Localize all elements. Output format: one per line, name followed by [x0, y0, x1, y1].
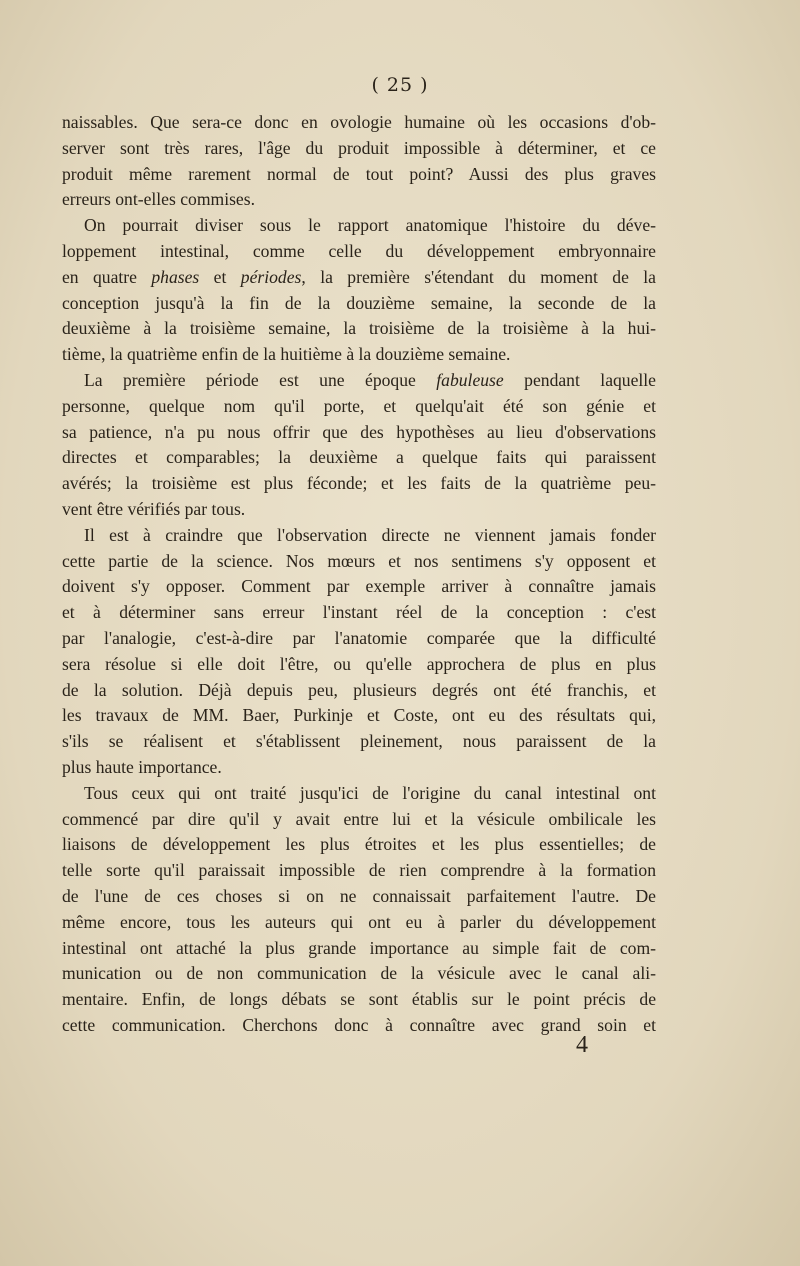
italic-word: périodes — [240, 266, 302, 287]
body-text — [62, 110, 656, 1039]
text-line: avérés; la troisième est plus féconde; et les faits de la quatrième peu- — [62, 473, 656, 494]
text-line: s'ils se réalisent et s'établissent pleinement, nous paraissent de la — [62, 731, 656, 752]
text-line: de la solution. Déjà depuis peu, plusieurs degrés ont été franchis, et — [62, 679, 656, 700]
text-line: intestinal ont attaché la plus grande importance au simple fait de com- — [62, 937, 656, 958]
text-line: server sont très rares, l'âge du produit impossible à déterminer, et ce — [62, 137, 656, 158]
text-line — [62, 265, 656, 291]
text-line: tième, la quatrième enfin de la huitième à la douzième semaine. — [62, 344, 511, 365]
text-line: de l'une de ces choses si on ne connaissait parfaitement l'autre. De — [62, 885, 656, 906]
text-line: cette communication. Cherchons donc à connaître avec grand soin et — [62, 1014, 656, 1035]
text-line: Tous ceux qui ont traité jusqu'ici de l'origine du canal intestinal ont — [84, 782, 656, 803]
text-line: produit même rarement normal de tout point? Aussi des plus graves — [62, 163, 656, 184]
signature-mark: 4 — [576, 1032, 588, 1058]
text-line: loppement intestinal, comme celle du développement embryonnaire — [62, 240, 656, 261]
text-segment: et — [199, 266, 241, 287]
text-line: Il est à craindre que l'observation directe ne viennent jamais fonder — [84, 524, 656, 545]
text-line: liaisons de développement les plus étroites et les plus essentielles; de — [62, 834, 656, 855]
italic-word: phases — [151, 266, 200, 287]
text-line: plus haute importance. — [62, 756, 222, 777]
text-segment: La première période est une époque — [84, 369, 437, 390]
text-line — [62, 368, 656, 394]
text-line: les travaux de MM. Baer, Purkinje et Coste, ont eu des résultats qui, — [62, 705, 656, 726]
text-line: même encore, tous les auteurs qui ont eu à parler du développement — [62, 911, 656, 932]
text-line: doivent s'y opposer. Comment par exemple arriver à connaître jamais — [62, 576, 656, 597]
text-line: deuxième à la troisième semaine, la troisième de la troisième à la hui- — [62, 318, 656, 339]
text-line: erreurs ont-elles commises. — [62, 189, 255, 210]
text-line: telle sorte qu'il paraissait impossible de rien comprendre à la formation — [62, 860, 656, 881]
italic-word: fabuleuse — [436, 369, 504, 390]
text-line: conception jusqu'à la fin de la douzième semaine, la seconde de la — [62, 292, 656, 313]
text-line: et à déterminer sans erreur l'instant réel de la conception : c'est — [62, 602, 656, 623]
text-line: mentaire. Enfin, de longs débats se sont établis sur le point précis de — [62, 989, 656, 1010]
text-line: vent être vérifiés par tous. — [62, 498, 246, 519]
page-number: ( 25 ) — [371, 74, 429, 96]
text-line: commencé par dire qu'il y avait entre lui et la vésicule ombilicale les — [62, 808, 656, 829]
text-line: On pourrait diviser sous le rapport anatomique l'histoire du déve- — [84, 215, 656, 236]
text-line: personne, quelque nom qu'il porte, et quelqu'ait été son génie et — [62, 395, 656, 416]
text-line: sa patience, n'a pu nous offrir que des hypothèses au lieu d'observations — [62, 421, 656, 442]
text-segment: , la première s'étendant du moment de la — [301, 266, 656, 287]
text-line: directes et comparables; la deuxième a quelque faits qui paraissent — [62, 447, 656, 468]
text-line: cette partie de la science. Nos mœurs et nos sentimens s'y opposent et — [62, 550, 656, 571]
text-line: naissables. Que sera-ce donc en ovologie humaine où les occasions d'ob- — [62, 112, 656, 132]
text-segment: en quatre — [62, 266, 152, 287]
text-line: sera résolue si elle doit l'être, ou qu'elle approchera de plus en plus — [62, 653, 656, 674]
text-line: munication ou de non communication de la vésicule avec le canal ali- — [62, 963, 656, 984]
text-line: par l'analogie, c'est-à-dire par l'anatomie comparée que la difficulté — [62, 627, 656, 648]
text-segment: pendant laquelle — [503, 369, 656, 390]
